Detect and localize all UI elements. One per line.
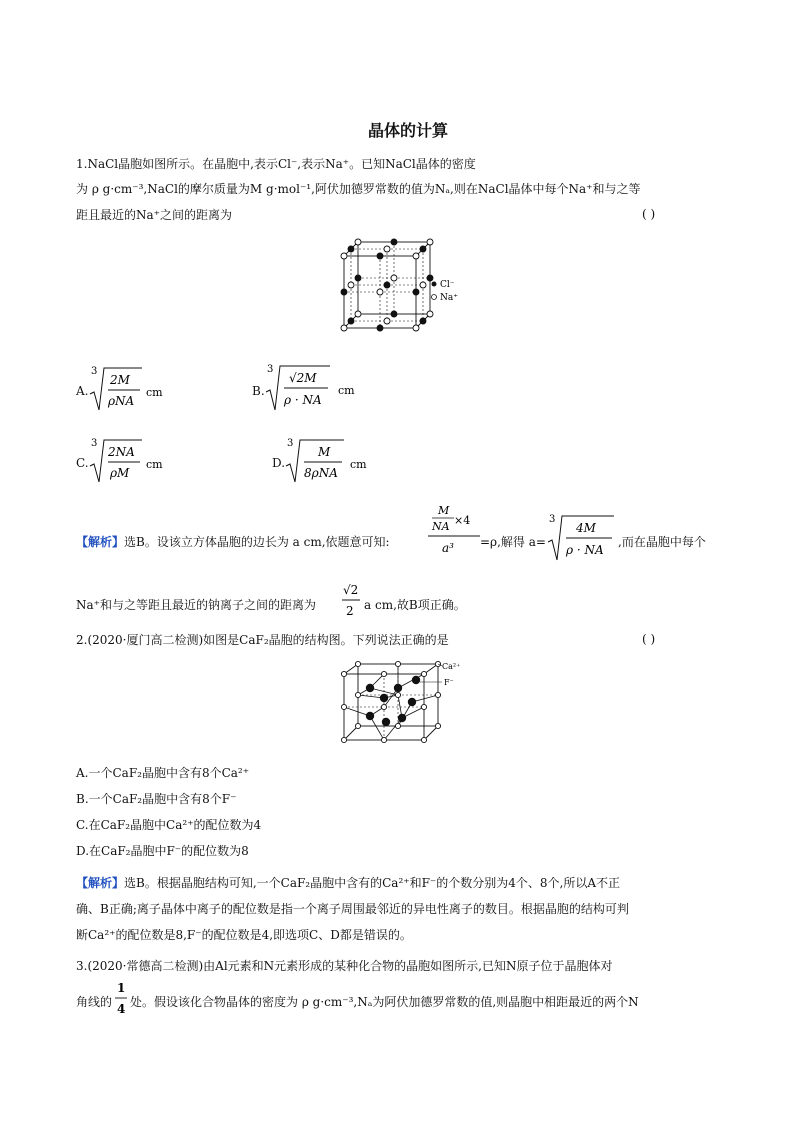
q1-option-b-label: B. bbox=[252, 384, 265, 398]
q3-line-2b: 处。假设该化合物晶体的密度为 ρ g·cm⁻³,Nₐ为阿伏加德罗常数的值,则晶胞中相距最近的两个N bbox=[130, 995, 639, 1009]
svg-text:3: 3 bbox=[91, 366, 98, 377]
q1-option-d-label: D. bbox=[272, 456, 286, 470]
svg-text:2: 2 bbox=[346, 604, 354, 618]
svg-text:M: M bbox=[318, 445, 331, 459]
legend-na-label: Na⁺ bbox=[440, 293, 458, 303]
q1-option-a-formula bbox=[86, 360, 166, 416]
q1-option-c-formula bbox=[86, 432, 166, 488]
svg-text:3: 3 bbox=[287, 438, 294, 449]
svg-text:2NA: 2NA bbox=[108, 445, 135, 459]
q1-analysis-root bbox=[546, 508, 620, 564]
q1-analysis-tag: 【解析】 bbox=[76, 535, 125, 549]
svg-text:M: M bbox=[438, 504, 450, 517]
svg-text:3: 3 bbox=[91, 438, 98, 449]
nacl-unit-cell-figure bbox=[336, 236, 466, 336]
q3-line-2a: 角线的 bbox=[76, 995, 113, 1009]
svg-text:3: 3 bbox=[267, 364, 274, 375]
svg-text:cm: cm bbox=[350, 458, 367, 471]
q1-analysis-line-1c: ,而在晶胞中每个 bbox=[618, 535, 706, 549]
legend-cl-dot bbox=[432, 282, 437, 287]
svg-text:√2: √2 bbox=[343, 583, 359, 597]
svg-text:cm: cm bbox=[146, 458, 163, 471]
q2-analysis-tag: 【解析】 bbox=[76, 876, 125, 890]
q2-option-a: A.一个CaF₂晶胞中含有8个Ca²⁺ bbox=[76, 766, 250, 780]
legend-cl-label: Cl⁻ bbox=[440, 280, 455, 290]
page-title: 晶体的计算 bbox=[368, 121, 449, 140]
svg-text:ρ · NA: ρ · NA bbox=[284, 393, 322, 407]
svg-text:1: 1 bbox=[117, 981, 126, 995]
q1-line-1: 1.NaCl晶胞如图所示。在晶胞中,表示Cl⁻,表示Na⁺。已知NaCl晶体的密度 bbox=[76, 157, 476, 171]
caf2-f-label: F⁻ bbox=[444, 678, 454, 687]
q2-analysis-line-3: 断Ca²⁺的配位数是8,F⁻的配位数是4,即选项C、D都是错误的。 bbox=[76, 928, 412, 942]
q1-analysis-line-2b: a cm,故B项正确。 bbox=[364, 598, 466, 612]
svg-text:2M: 2M bbox=[110, 373, 130, 387]
q1-analysis-fraction-2 bbox=[340, 578, 362, 622]
q1-option-b-formula bbox=[262, 358, 362, 416]
svg-text:a³: a³ bbox=[442, 541, 454, 555]
svg-text:cm: cm bbox=[338, 384, 355, 397]
q2-option-c: C.在CaF₂晶胞中Ca²⁺的配位数为4 bbox=[76, 818, 262, 832]
svg-text:NA: NA bbox=[432, 520, 450, 533]
svg-text:8ρNA: 8ρNA bbox=[304, 466, 338, 480]
svg-text:ρ · NA: ρ · NA bbox=[566, 543, 604, 557]
svg-text:4: 4 bbox=[117, 1002, 126, 1016]
q1-analysis-line-1b: =ρ,解得 a= bbox=[480, 535, 546, 549]
q1-analysis-line-1a: 【解析】选B。设该立方体晶胞的边长为 a cm,依题意可知: bbox=[76, 535, 390, 549]
q1-line-2: 为 ρ g·cm⁻³,NaCl的摩尔质量为M g·mol⁻¹,阿伏加德罗常数的值为Nₐ,则在NaCl晶体中每个Na⁺和与之等 bbox=[76, 182, 641, 196]
q1-option-d-formula bbox=[282, 432, 372, 488]
svg-text:√2M: √2M bbox=[289, 371, 317, 385]
svg-text:4M: 4M bbox=[576, 521, 596, 535]
legend-na-dot bbox=[432, 295, 437, 300]
q2-analysis-line-2: 确、B正确;离子晶体中离子的配位数是指一个离子周围最邻近的异电性离子的数目。根据晶胞的结构可判 bbox=[76, 902, 629, 916]
q2-analysis-line-1: 【解析】选B。根据晶胞结构可知,一个CaF₂晶胞中含有的Ca²⁺和F⁻的个数分别为4个、8个,所以A不正 bbox=[76, 876, 621, 890]
q2-option-d: D.在CaF₂晶胞中F⁻的配位数为8 bbox=[76, 844, 249, 858]
svg-text:ρNA: ρNA bbox=[108, 394, 135, 408]
q1-line-3: 距且最近的Na⁺之间的距离为 bbox=[76, 208, 232, 222]
q1-analysis-fraction bbox=[424, 500, 484, 558]
caf2-ca-label: Ca²⁺ bbox=[442, 662, 461, 671]
q2-answer-bracket: ( ) bbox=[642, 632, 656, 646]
svg-text:3: 3 bbox=[549, 514, 556, 525]
q1-option-a-label: A. bbox=[76, 384, 89, 398]
caf2-unit-cell-figure bbox=[340, 660, 464, 744]
q1-answer-bracket: ( ) bbox=[642, 207, 656, 221]
svg-text:ρM: ρM bbox=[110, 466, 130, 480]
q3-fraction bbox=[114, 976, 130, 1020]
svg-text:×4: ×4 bbox=[454, 514, 471, 527]
q1-option-c-label: C. bbox=[76, 456, 89, 470]
svg-text:cm: cm bbox=[146, 386, 163, 399]
q1-analysis-line-2a: Na⁺和与之等距且最近的钠离子之间的距离为 bbox=[76, 598, 316, 612]
q2-line-1: 2.(2020·厦门高二检测)如图是CaF₂晶胞的结构图。下列说法正确的是 bbox=[76, 633, 449, 647]
q2-option-b: B.一个CaF₂晶胞中含有8个F⁻ bbox=[76, 792, 237, 806]
q3-line-1: 3.(2020·常德高二检测)由Al元素和N元素形成的某种化合物的晶胞如图所示,已知N原子位于晶胞体对 bbox=[76, 959, 613, 973]
